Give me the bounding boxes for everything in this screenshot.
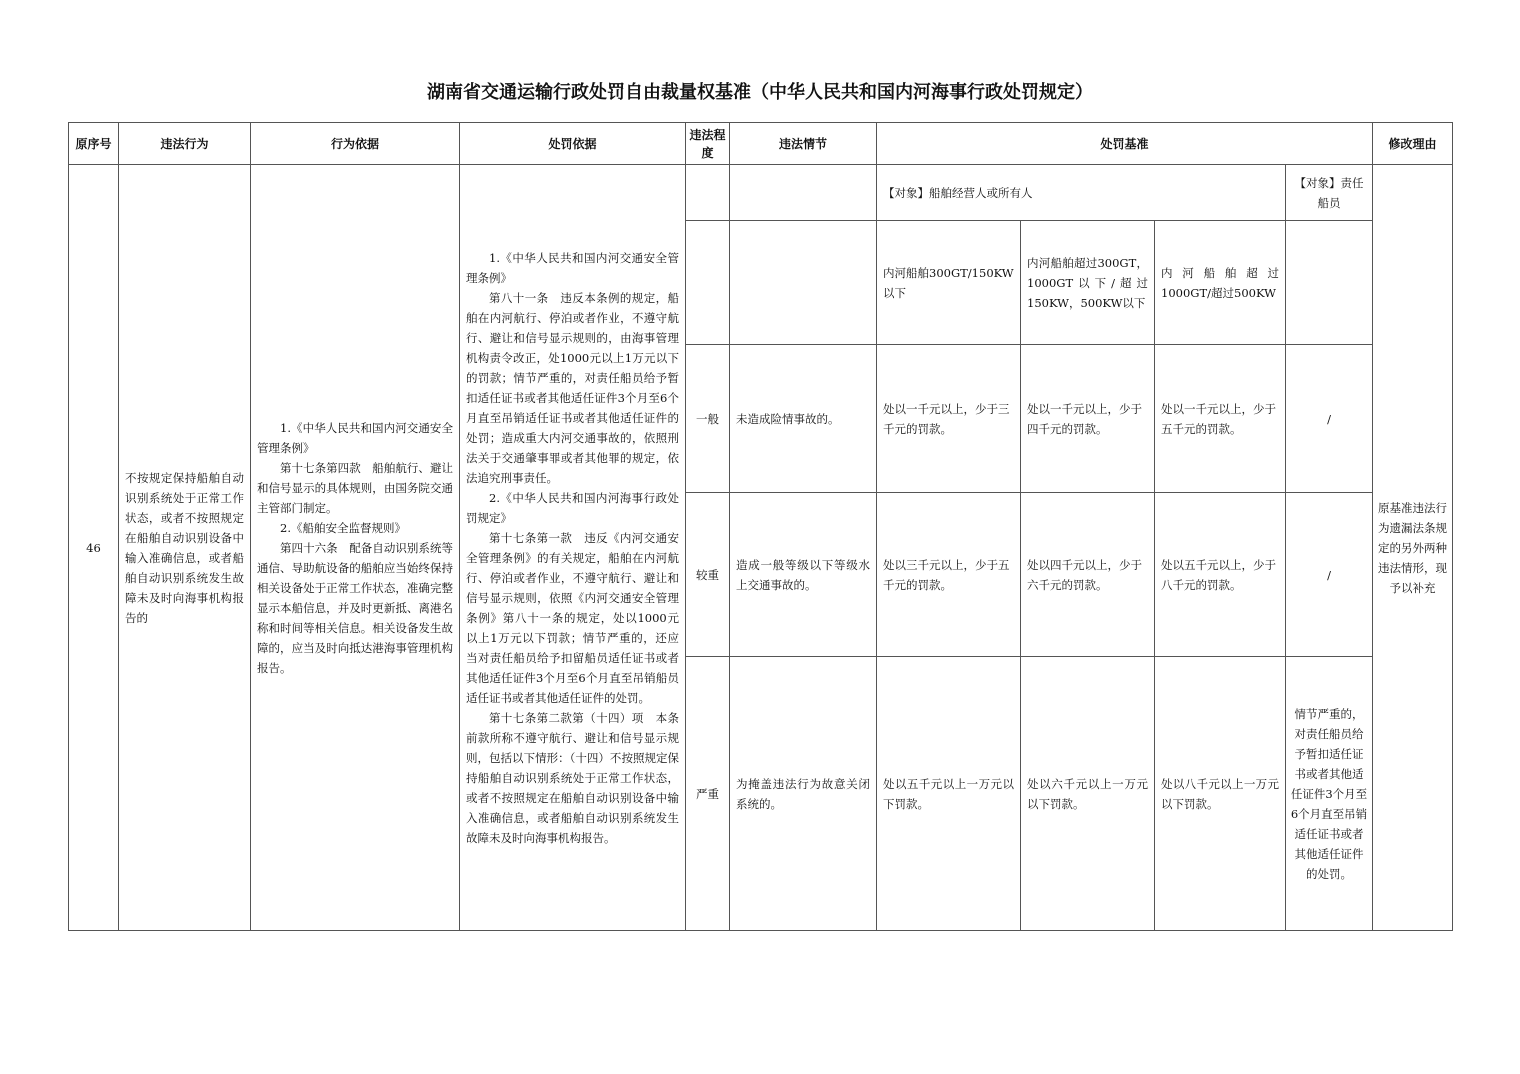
empty-cell [686, 165, 730, 221]
penalty-basis-line: 1.《中华人民共和国内河交通安全管理条例》 [466, 250, 679, 285]
empty-cell [1286, 221, 1373, 345]
penalty-basis-line: 第十七条第二款第（十四）项 本条前款所称不遵守航行、避让和信号显示规则，包括以下情形：（十四）不按照规定保持船舶自动识别系统处于正常工作状态，或者不按照规定在船舶自动识别设备中输入准确信息，或者船舶自动识别系统发生故障未及时向海事机构报告。 [466, 710, 679, 845]
act-basis-line: 第十七条第四款 船舶航行、避让和信号显示的具体规则，由国务院交通主管部门制定。 [257, 460, 453, 515]
penalty-medium-serious: 处以四千元以上，少于六千元的罚款。 [1021, 493, 1155, 657]
header-penalty-basis: 处罚依据 [460, 123, 686, 165]
degree-serious: 较重 [686, 493, 730, 657]
circumstance-severe: 为掩盖违法行为故意关闭系统的。 [730, 657, 877, 931]
modification-reason: 原基准违法行为遗漏法条规定的另外两种违法情形，现予以补充 [1373, 165, 1453, 931]
penalty-basis-line: 第十七条第一款 违反《内河交通安全管理条例》的有关规定，船舶在内河航行、停泊或者作业，不遵守航行、避让和信号显示规则，依照《内河交通安全管理条例》第八十一条的规定，处以1000元以上1万元以下罚款；情节严重的，还应当对责任船员给予扣留船员适任证书或者其他适任证件3个月至6个月直至吊销船员适任证书或者其他适任证件的处罚。 [466, 530, 679, 705]
empty-cell [730, 221, 877, 345]
act-basis-line: 2.《船舶安全监督规则》 [280, 520, 406, 535]
penalty-large-severe: 处以八千元以上一万元以下罚款。 [1155, 657, 1286, 931]
act-basis [251, 165, 460, 931]
penalty-basis-line: 第八十一条 违反本条例的规定，船舶在内河航行、停泊或者作业，不遵守航行、避让和信号显示规则的，由海事管理机构责令改正，处1000元以上1万元以下的罚款；情节严重的，对责任船员给予暂扣适任证书或者其他适任证件3个月至6个月直至吊销适任证书或者其他适任证件的处罚；造成重大内河交通事故的，依照刑法关于交通肇事罪或者其他罪的规定，依法追究刑事责任。 [466, 290, 679, 485]
tier-small: 内河船舶300GT/150KW以下 [877, 221, 1021, 345]
penalty-basis-line: 2.《中华人民共和国内河海事行政处罚规定》 [466, 490, 679, 525]
header-reason: 修改理由 [1373, 123, 1453, 165]
circumstance-serious: 造成一般等级以下等级水上交通事故的。 [730, 493, 877, 657]
penalty-small-serious: 处以三千元以上，少于五千元的罚款。 [877, 493, 1021, 657]
penalty-large-general: 处以一千元以上，少于五千元的罚款。 [1155, 345, 1286, 493]
header-degree: 违法程度 [686, 123, 730, 165]
tier-large: 内河船舶超过1000GT/超过500KW [1155, 221, 1286, 345]
header-act: 违法行为 [119, 123, 251, 165]
row-seq: 46 [69, 165, 119, 931]
tier-medium: 内河船舶超过300GT，1000GT以下/超过150KW，500KW以下 [1021, 221, 1155, 345]
header-seq: 原序号 [69, 123, 119, 165]
act-basis-line: 1.《中华人民共和国内河交通安全管理条例》 [257, 420, 453, 455]
penalty-small-general: 处以一千元以上，少于三千元的罚款。 [877, 345, 1021, 493]
violation-act: 不按规定保持船舶自动识别系统处于正常工作状态，或者不按照规定在船舶自动识别设备中输入准确信息，或者船舶自动识别系统发生故障未及时向海事机构报告的 [119, 165, 251, 931]
penalty-large-serious: 处以五千元以上，少于八千元的罚款。 [1155, 493, 1286, 657]
penalty-small-severe: 处以五千元以上一万元以下罚款。 [877, 657, 1021, 931]
crew-penalty-serious: / [1286, 493, 1373, 657]
crew-penalty-severe: 情节严重的，对责任船员给予暂扣适任证书或者其他适任证件3个月至6个月直至吊销适任证书或者其他适任证件的处罚。 [1286, 657, 1373, 931]
target-row [69, 165, 1453, 221]
penalty-medium-severe: 处以六千元以上一万元以下罚款。 [1021, 657, 1155, 931]
penalty-basis [460, 165, 686, 931]
header-row [69, 123, 1453, 165]
document-title: 湖南省交通运输行政处罚自由裁量权基准（中华人民共和国内河海事行政处罚规定） [427, 82, 1093, 103]
degree-general: 一般 [686, 345, 730, 493]
act-basis-line: 第四十六条 配备自动识别系统等通信、导助航设备的船舶应当始终保持相关设备处于正常工作状态，准确完整显示本船信息，并及时更新抵、离港名称和时间等相关信息。相关设备发生故障的，应当及时向抵达港海事管理机构报告。 [257, 540, 453, 675]
crew-penalty-general: / [1286, 345, 1373, 493]
header-standard: 处罚基准 [877, 123, 1373, 165]
penalty-medium-general: 处以一千元以上，少于四千元的罚款。 [1021, 345, 1155, 493]
header-circumstance: 违法情节 [730, 123, 877, 165]
header-act-basis: 行为依据 [251, 123, 460, 165]
empty-cell [730, 165, 877, 221]
penalty-standard-table [68, 122, 1453, 931]
target-crew: 【对象】责任船员 [1286, 165, 1373, 221]
empty-cell [686, 221, 730, 345]
degree-severe: 严重 [686, 657, 730, 931]
target-owner: 【对象】船舶经营人或所有人 [877, 165, 1286, 221]
circumstance-general: 未造成险情事故的。 [730, 345, 877, 493]
